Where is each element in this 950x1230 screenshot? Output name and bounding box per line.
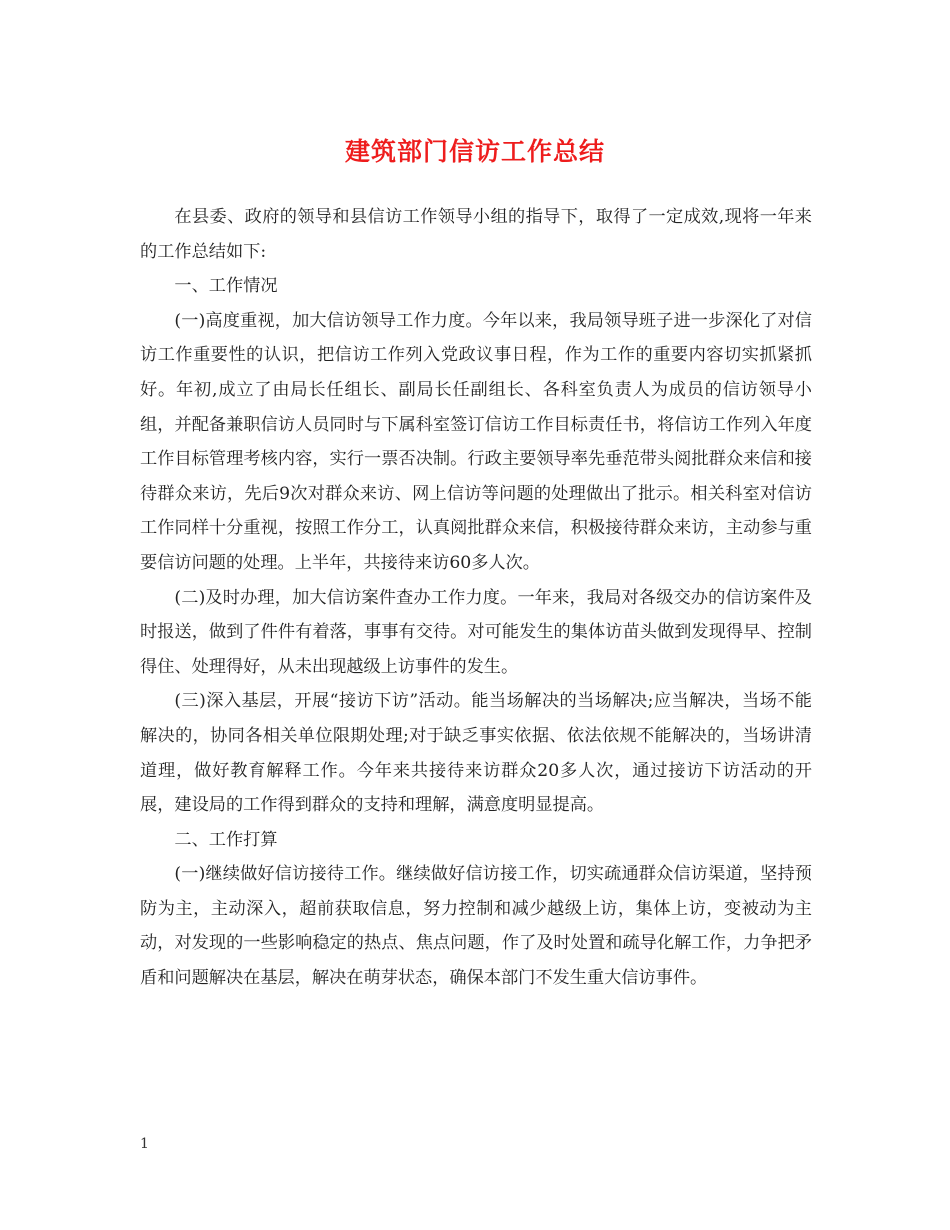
intro-paragraph: 在县委、政府的领导和县信访工作领导小组的指导下，取得了一定成效,现将一年来的工作总结如下: <box>140 207 812 262</box>
paragraph-item-2: (二)及时办理，加大信访案件查办工作力度。一年来，我局对各级交办的信访案件及时报送，做到了件件有着落，事事有交待。对可能发生的集体访苗头做到发现得早、控制得住、处理得好，从未出现越级上访事件的发生。 <box>140 587 812 677</box>
document-body <box>140 200 812 996</box>
section-heading-work-plan: 二、工作打算 <box>174 829 278 850</box>
paragraph-item-1: (一)高度重视，加大信访领导工作力度。今年以来，我局领导班子进一步深化了对信访工作重要性的认识，把信访工作列入党政议事日程，作为工作的重要内容切实抓紧抓好。年初,成立了由局长任组长、副局长任副组长、各科室负责人为成员的信访领导小组，并配备兼职信访人员同时与下属科室签订信访工作目标责任书，将信访工作列入年度工作目标管理考核内容，实行一票否决制。行政主要领导率先垂范带头阅批群众来信和接待群众来访，先后9次对群众来访、网上信访等问题的处理做出了批示。相关科室对信访工作同样十分重视，按照工作分工，认真阅批群众来信，积极接待群众来访，主动参与重要信访问题的处理。上半年，共接待来访60多人次。 <box>140 310 812 573</box>
page-number: 1 <box>140 1136 149 1152</box>
document-title: 建筑部门信访工作总结 <box>344 137 605 166</box>
section-heading-work-status: 一、工作情况 <box>174 276 278 297</box>
paragraph-item-3: (三)深入基层，开展“接访下访”活动。能当场解决的当场解决;应当解决，当场不能解决的，协同各相关单位限期处理;对于缺乏事实依据、依法依规不能解决的，当场讲清道理，做好教育解释工作。今年来共接待来访群众20多人次，通过接访下访活动的开展，建设局的工作得到群众的支持和理解，满意度明显提高。 <box>140 691 812 816</box>
paragraph-plan-1: (一)继续做好信访接待工作。继续做好信访接工作，切实疏通群众信访渠道，坚持预防为主，主动深入，超前获取信息，努力控制和减少越级上访，集体上访，变被动为主动，对发现的一些影响稳定的热点、焦点问题，作了及时处置和疏导化解工作，力争把矛盾和问题解决在基层，解决在萌芽状态，确保本部门不发生重大信访事件。 <box>140 864 812 989</box>
